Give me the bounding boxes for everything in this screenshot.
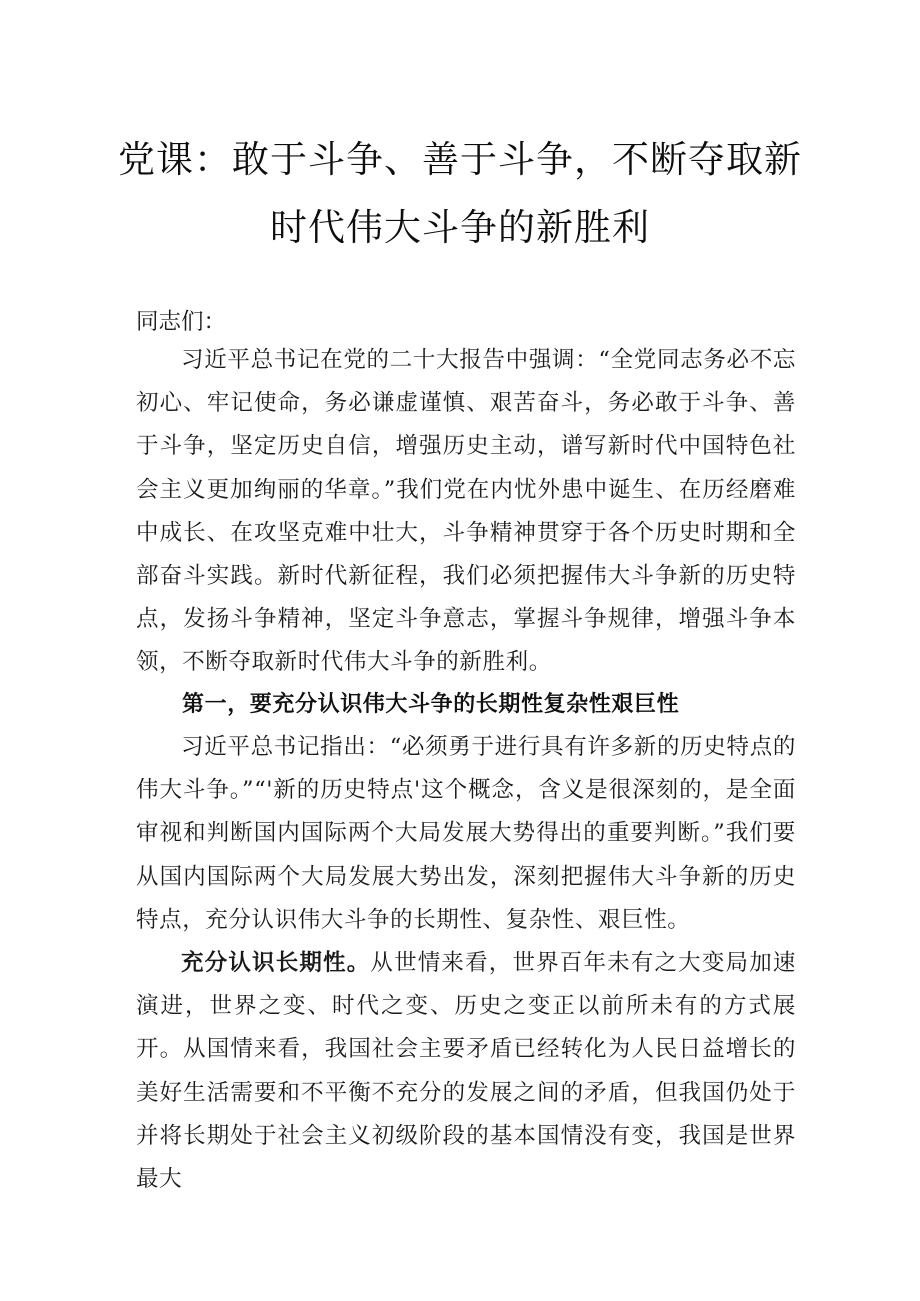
document-title-line-2: 时代伟大斗争的新胜利 (270, 206, 650, 249)
document-title-line-1: 党课：敢于斗争、善于斗争，不断夺取新 (118, 138, 802, 181)
paragraph-long-term-text: 从世情来看，世界百年未有之大变局加速演进，世界之变、时代之变、历史之变正以前所未有的方式展开。从国情来看，我国社会主要矛盾已经转化为人民日益增长的美好生活需要和不平衡不充分的发展之间的矛盾，但我国仍处于并将长期处于社会主义初级阶段的基本国情没有变，我国是世界最大 (136, 950, 796, 1193)
paragraph-historical-features: 习近平总书记指出：“必须勇于进行具有许多新的历史特点的伟大斗争。”“'新的历史特点'这个概念，含义是很深刻的，是全面审视和判断国内国际两个大局发展大势得出的重要判断。”我们要从国内国际两个大局发展大势出发，深刻把握伟大斗争新的历史特点，充分认识伟大斗争的长期性、复杂性、艰巨性。 (136, 734, 796, 933)
paragraph-lead-bold: 充分认识长期性。 (181, 950, 371, 976)
section-heading-1: 第一，要充分认识伟大斗争的长期性复杂性艰巨性 (182, 692, 680, 717)
salutation: 同志们： (136, 309, 227, 335)
paragraph-long-term (136, 942, 796, 1201)
paragraph-intro: 习近平总书记在党的二十大报告中强调：“全党同志务必不忘初心、牢记使命，务必谦虚谨慎、艰苦奋斗，务必敢于斗争、善于斗争，坚定历史自信，增强历史主动，谱写新时代中国特色社会主义更加绚丽的华章。”我们党在内忧外患中诞生、在历经磨难中成长、在攻坚克难中壮大，斗争精神贯穿于各个历史时期和全部奋斗实践。新时代新征程，我们必须把握伟大斗争新的历史特点，发扬斗争精神，坚定斗争意志，掌握斗争规律，增强斗争本领，不断夺取新时代伟大斗争的新胜利。 (136, 347, 796, 676)
